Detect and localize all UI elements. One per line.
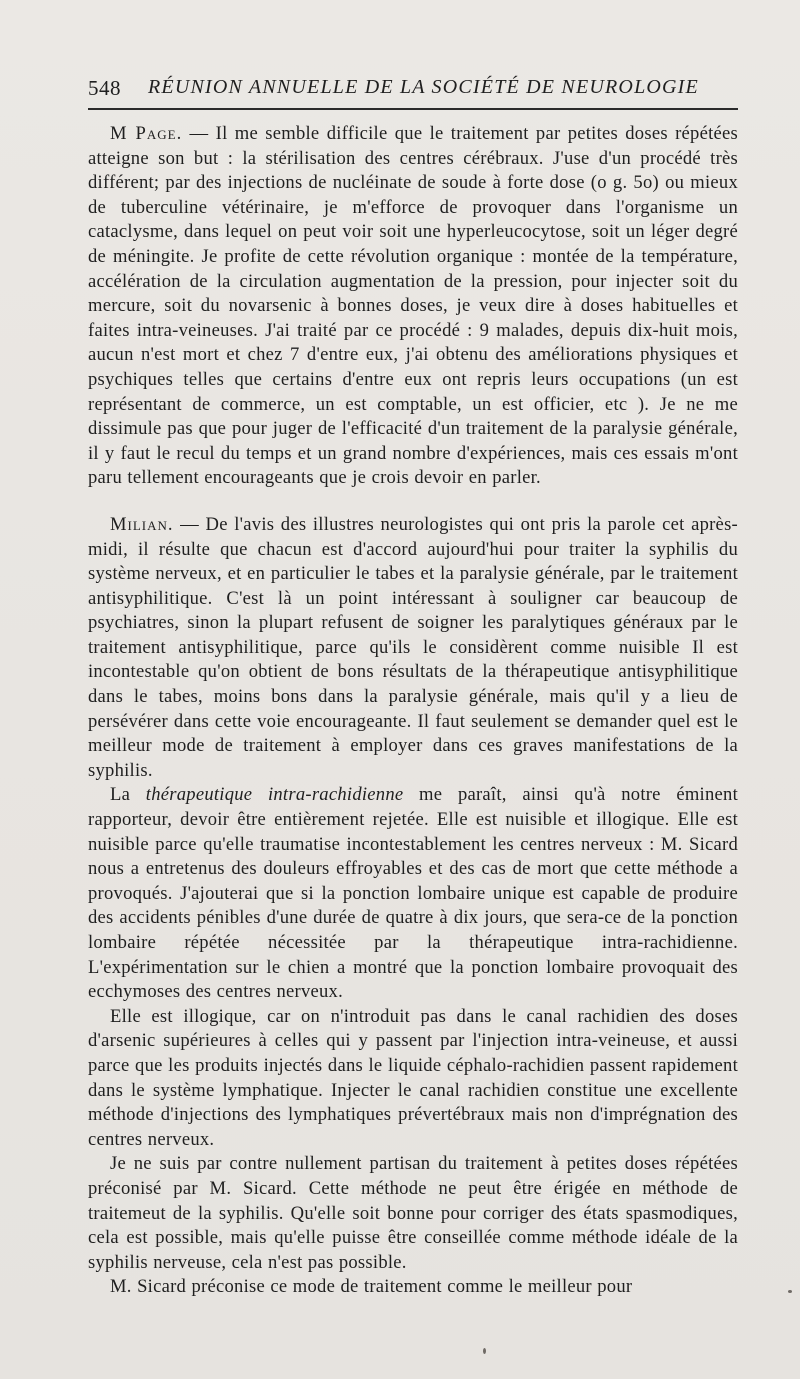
paragraph-sicard: [88, 1275, 738, 1300]
paragraph-text: M. Sicard préconise ce mode de traitement comme le meilleur pour: [110, 1276, 633, 1298]
paragraph-text: Je ne suis par contre nullement partisan du traitement à petites doses répétées préconisé par M. Sicard. Cette méthode ne peut être érigée en méthode de traitemeut de la syphilis. Qu'elle soit bonne pour corriger des états spasmodiques, cela est possible, mais qu'elle puisse être conseillée comme méthode idéale de la syphilis nerveuse, cela n'est pas possible.: [88, 1153, 738, 1273]
body-text: [88, 122, 738, 1300]
paragraph-text: — De l'avis des illustres neurologistes qui ont pris la parole cet après-midi, il résulte que chacun est d'accord aujourd'hui pour traiter la syphilis du système nerveux, et en particulier le tabes et la paralysie générale, par le traitement antisyphilitique. C'est là un point intéressant à souligner car beaucoup de psychiatres, sinon la plupart refusent de soigner les paralytiques généraux par le traitement antisyphilitique, parce qu'ils le considèrent comme nuisible Il est incontestable qu'on obtient de bons résultats de la thérapeutique antisyphilitique dans le tabes, moins bons dans la paralysie générale, mais qu'il y a lieu de persévérer dans cette voie encourageante. Il faut seulement se demander quel est le meilleur mode de traitement à employer dans ces graves manifestations de la syphilis.: [88, 513, 738, 781]
paragraph-text: me paraît, ainsi qu'à notre éminent rapporteur, devoir être entièrement rejetée. Elle est nuisible et illogique. Elle est nuisible parce qu'elle traumatise incontestablement les centres nerveux : M. Sicard nous a entretenus des douleurs effroyables et des cas de mort que cette méthode a provoqués. J'ajouterai que si la ponction lombaire unique est capable de produire des accidents pénibles d'une durée de quatre à dix jours, que sera-ce de la ponction lombaire répétée nécessitée par la thérapeutique intra-rachidienne. L'expérimentation sur le chien a montré que la ponction lombaire provoquait des ecchymoses des centres nerveux.: [88, 784, 738, 1003]
page-number: 548: [88, 76, 121, 100]
paragraph-illogique: [88, 1005, 738, 1153]
running-header: [88, 76, 738, 110]
print-speck: [788, 1290, 792, 1293]
speaker-name: M Page.: [110, 123, 183, 144]
paragraph-page: [88, 122, 738, 491]
paragraph-text: Elle est illogique, car on n'introduit pas dans le canal rachidien des doses d'arsenic supérieures à celles qui y passent par l'injection intra-veineuse, et aussi parce que les produits injectés dans le liquide céphalo-rachidien passent rapidement dans le système lymphatique. Injecter le canal rachidien constitue une excellente méthode d'injections des lymphatiques prévertébraux mais non d'imprégnation des centres nerveux.: [88, 1005, 738, 1150]
paragraph-therapeutique: [88, 783, 738, 1004]
paragraph-text: — Il me semble difficile que le traitement par petites doses répétées atteigne son but : la stérilisation des centres cérébraux. J'use d'un procédé très différent; par des injections de nucléinate de soude à forte dose (o g. 5o) ou mieux de tuberculine vétérinaire, je m'efforce de provoquer dans l'organisme un cataclysme, dans lequel on peut voir soit une hyperleucocytose, soit un léger degré de méningite. Je profite de cette révolution organique : montée de la température, accélération de la circulation augmentation de la pression, pour injecter soit du mercure, soit du novarsenic à bonnes doses, je veux dire à doses habituelles et faites intra-veineuses. J'ai traité par ce procédé : 9 malades, depuis dix-huit mois, aucun n'est mort et chez 7 d'entre eux, j'ai obtenu des améliorations physiques et psychiques telles que certains d'entre eux ont repris leurs occupations (un est représentant de commerce, un est comptable, un est officier, etc ). Je ne me dissimule pas que pour juger de l'efficacité d'un traitement de la paralysie générale, il y faut le recul du temps et un grand nombre d'expériences, mais ces essais m'ont paru tellement encourageants que je crois devoir en parler.: [88, 123, 738, 489]
paragraph-petites-doses: [88, 1152, 738, 1275]
running-head-title: RÉUNION ANNUELLE DE LA SOCIÉTÉ DE NEUROLOGIE: [148, 76, 699, 98]
emphasis-term: thérapeutique intra-rachidienne: [145, 784, 404, 806]
paragraph-milian: [88, 513, 738, 784]
paragraph-prefix: La: [110, 784, 146, 806]
print-speck: [483, 1348, 486, 1354]
speaker-name: Milian.: [110, 513, 174, 535]
